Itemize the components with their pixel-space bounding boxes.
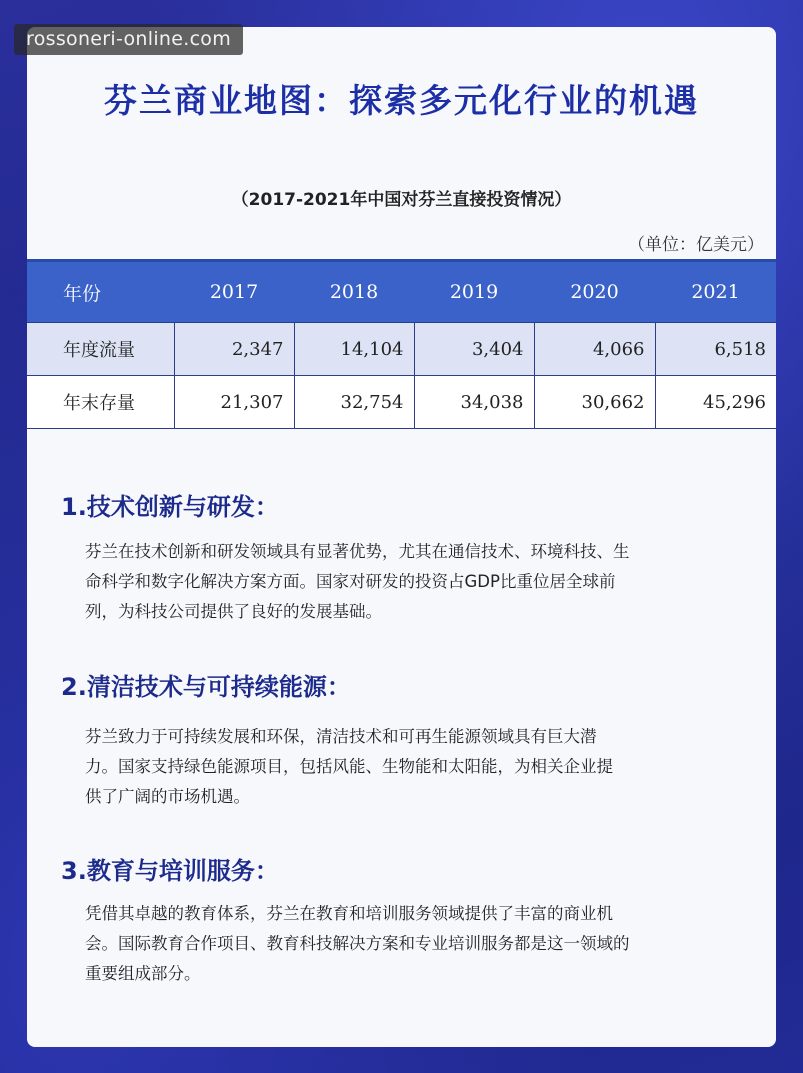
table-cell: 30,662 [534, 376, 655, 429]
table-cell: 34,038 [414, 376, 534, 429]
paragraph-line: 列，为科技公司提供了良好的发展基础。 [85, 602, 382, 621]
paragraph-line: 重要组成部分。 [85, 964, 201, 983]
paragraph-line: 供了广阔的市场机遇。 [85, 787, 250, 806]
header-2018: 2018 [294, 261, 414, 323]
table-cell: 21,307 [174, 376, 294, 429]
watermark: rossoneri-online.com [14, 24, 243, 55]
paragraph-line: 会。国际教育合作项目、教育科技解决方案和专业培训服务都是这一领域的 [85, 934, 630, 953]
table-cell: 45,296 [655, 376, 776, 429]
table-cell: 6,518 [655, 323, 776, 376]
section-heading-cleantech: 2.清洁技术与可持续能源： [61, 673, 351, 701]
header-2019: 2019 [414, 261, 534, 323]
header-2020: 2020 [534, 261, 655, 323]
page-title: 芬兰商业地图：探索多元化行业的机遇 [104, 81, 699, 120]
table-header-row [27, 261, 776, 323]
investment-table [27, 259, 776, 429]
table-row [27, 323, 776, 376]
paragraph-line: 芬兰在技术创新和研发领域具有显著优势，尤其在通信技术、环境科技、生 [85, 542, 630, 561]
paragraph-line: 力。国家支持绿色能源项目，包括风能、生物能和太阳能，为相关企业提 [85, 757, 613, 776]
table-cell: 2,347 [174, 323, 294, 376]
section-heading-education: 3.教育与培训服务： [61, 857, 279, 885]
content-card [27, 27, 776, 1047]
table-caption: （2017-2021年中国对芬兰直接投资情况） [231, 190, 572, 210]
section-body-cleantech [85, 722, 725, 812]
table-cell: 4,066 [534, 323, 655, 376]
table-row [27, 376, 776, 429]
header-year: 年份 [27, 261, 174, 323]
section-heading-tech: 1.技术创新与研发： [61, 493, 279, 521]
section-body-tech [85, 537, 725, 627]
paragraph-line: 芬兰致力于可持续发展和环保，清洁技术和可再生能源领域具有巨大潜 [85, 727, 597, 746]
header-2021: 2021 [655, 261, 776, 323]
paragraph-line: 命科学和数字化解决方案方面。国家对研发的投资占GDP比重位居全球前 [85, 572, 616, 591]
unit-note: （单位：亿美元） [628, 235, 764, 255]
row-label: 年末存量 [27, 376, 174, 429]
table-cell: 3,404 [414, 323, 534, 376]
table-cell: 14,104 [294, 323, 414, 376]
table-cell: 32,754 [294, 376, 414, 429]
paragraph-line: 凭借其卓越的教育体系，芬兰在教育和培训服务领域提供了丰富的商业机 [85, 904, 613, 923]
header-2017: 2017 [174, 261, 294, 323]
row-label: 年度流量 [27, 323, 174, 376]
section-body-education [85, 899, 725, 989]
